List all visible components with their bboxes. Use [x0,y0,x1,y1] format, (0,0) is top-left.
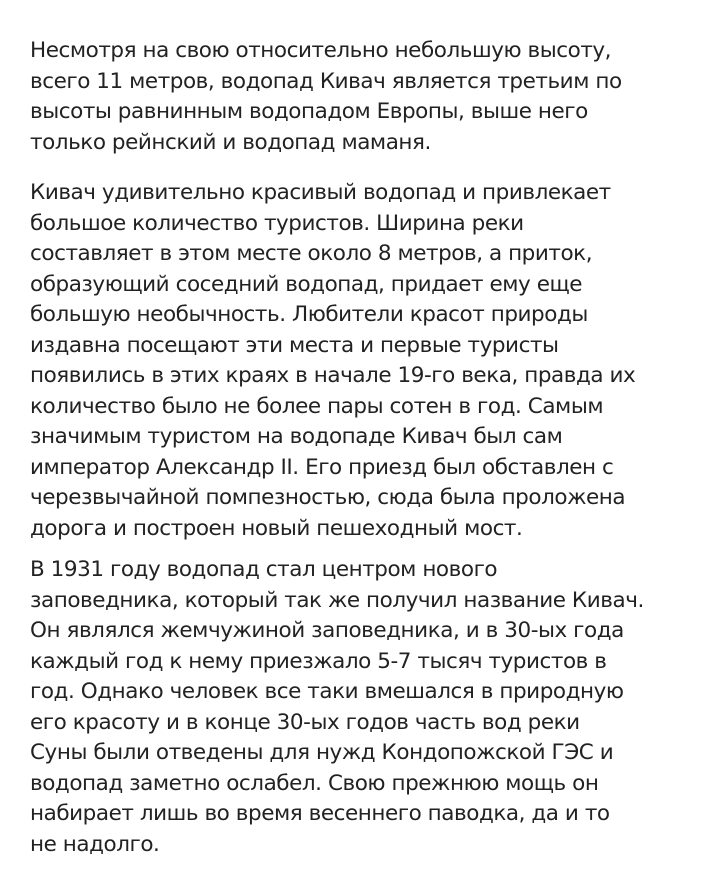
text-line: большое количество туристов. Ширина реки [30,210,524,236]
text-line: появились в этих краях в начале 19-го века, правда их [30,363,636,388]
text-line: издавна посещают эти места и первые туристы [30,332,559,358]
text-line: водопад заметно ослабел. Свою прежнюю мощь он [30,770,599,796]
text-line: значимым туристом на водопаде Кивач был сам [30,424,563,449]
text-line: заповедника, который так же получил название Кивач. [30,587,644,613]
text-line: большую необычность. Любители красот природы [30,302,588,327]
text-line: высоты равнинным водопадом Европы, выше него [30,99,588,124]
paragraph-reserve [30,555,644,860]
text-line: Он являлся жемчужиной заповедника, и в 30-ых года [30,618,624,643]
text-line: не надолго. [30,831,160,857]
text-line: В 1931 году водопад стал центром нового [30,557,498,582]
text-line: Кивач удивительно красивый водопад и привлекает [30,180,611,205]
text-line: только рейнский и водопад маманя. [30,129,431,155]
text-line: его красоту и в конце 30-ых годов часть вод реки [30,709,580,735]
paragraph-tourism [30,178,635,544]
text-line: образующий соседний водопад, придает ему еще [30,271,583,297]
paragraph-intro [30,36,622,158]
text-line: каждый год к нему приезжало 5-7 тысяч туристов в [30,648,607,674]
text-line: набирает лишь во время весеннего паводка, да и то [30,801,610,826]
text-line: год. Однако человек все таки вмешался в природную [30,679,624,704]
text-line: Суны были отведены для нужд Кондопожской ГЭС и [30,740,614,765]
text-line: всего 11 метров, водопад Кивач является третьим по [30,68,622,94]
text-line: черезвычайной помпезностью, сюда была проложена [30,485,626,510]
text-line: количество было не более пары сотен в год. Самым [30,393,604,419]
text-line: дорога и построен новый пешеходный мост. [30,515,523,541]
text-line: составляет в этом месте около 8 метров, а приток, [30,241,593,266]
text-line: император Александр II. Его приезд был обставлен с [30,454,614,480]
text-line: Несмотря на свою относительно небольшую высоту, [30,38,612,63]
